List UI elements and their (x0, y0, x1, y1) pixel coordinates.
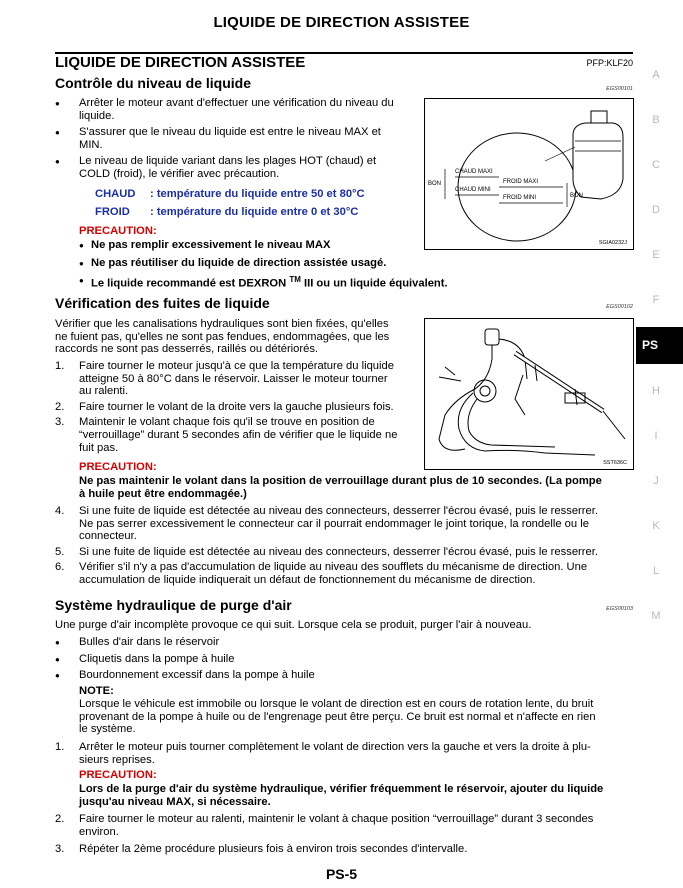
froid-text: : température du liquide entre 0 et 30°C (150, 206, 359, 218)
fuites-intro: Vérifier que les canalisations hydrauliques sont bien fixées, qu'elles ne fuient pas, qu'elles ne sont pas fendues, endommagées, que les raccords ne sont pas desserrés, raillés ou détériorés. (55, 318, 390, 356)
index-tab-b[interactable]: B (652, 114, 660, 126)
note-text: Lorsque le véhicule est immobile ou lorsque le volant de direction est en cours de rotation lente, du bruit provenant de la pompe à huile ou de l'engrenage peut être perçu. Ce bruit est normal et n'affecte en rien le système. (79, 698, 596, 736)
fuites-steps-2 (55, 505, 639, 587)
index-tab-l[interactable]: L (652, 565, 660, 577)
index-tab-ps-active[interactable]: PS (636, 327, 683, 364)
precaution-label: PRECAUTION: (79, 461, 157, 473)
purge-intro: Une purge d'air incomplète provoque ce qui suit. Lorsque cela se produit, purger l'air à nouveau. (55, 619, 532, 631)
precaution-item: ● Ne pas réutiliser du liquide de direction assistée usagé. (91, 257, 511, 270)
index-tab-a[interactable]: A (652, 69, 660, 81)
controle-code: EGS00101 (606, 86, 633, 92)
fuites-precaution-text: Ne pas maintenir le volant dans la position de verrouillage durant plus de 10 secondes. (La pompe à huile peut être endommagée.) (79, 475, 602, 500)
index-tab-c[interactable]: C (652, 159, 660, 171)
step-item: 4. Si une fuite de liquide est détectée au niveau des connecteurs, desserrer l'écrou évasé, puis le resserrer. Ne pas serrer excessivement le connecteur car il pourrait endommager le joint torique, la rondelle ou le connecteur. (55, 505, 598, 543)
froid-maxi-label: FROID MAXI (503, 179, 539, 185)
step-item: 2. Faire tourner le volant de la droite vers la gauche plusieurs fois. (55, 400, 394, 413)
step-item: 6. Vérifier s'il n'y a pas d'accumulation de liquide au niveau des soufflets du mécanisme de direction. Une accumulation de liquide indiquerait un défaut de fonctionnement du mécanisme de direction. (55, 561, 588, 586)
chaud-maxi-label: CHAUD MAXI (455, 169, 493, 175)
froid-mini-label: FROID MINI (503, 195, 536, 201)
figure-code: SGIA0232J (598, 240, 627, 246)
bon-label-right: BON (570, 193, 584, 199)
purge-code: EGS00103 (606, 606, 633, 612)
bullet-item: ● Bourdonnement excessif dans la pompe à huile (79, 669, 419, 682)
step-item: 5. Si une fuite de liquide est détectée au niveau des connecteurs, desserrer l'écrou évasé, puis le resserrer. (55, 545, 598, 558)
controle-title: Contrôle du niveau de liquide (55, 75, 252, 91)
purge-step-2: 2. Faire tourner le moteur au ralenti, maintenir le volant à chaque position “verrouillage” durant 3 secondes environ. (55, 813, 594, 838)
index-tab-e[interactable]: E (652, 249, 660, 261)
index-tab-k[interactable]: K (652, 520, 660, 532)
froid-label: FROID (95, 206, 130, 218)
index-tab-m[interactable]: M (651, 610, 661, 622)
step-item: 3. Maintenir le volant chaque fois qu'il se trouve en position de “verrouillage” durant 5 secondes afin de vérifier que le liquide ne fuit pas. (55, 416, 398, 454)
index-tab-h[interactable]: H (652, 385, 660, 397)
precaution-item: ● Ne pas remplir excessivement le niveau MAX (91, 239, 511, 252)
index-tab-i[interactable]: I (654, 430, 658, 442)
bon-label-left: BON (428, 181, 442, 187)
controle-bullets (79, 97, 419, 181)
chaud-mini-label: CHAUD MINI (455, 187, 491, 193)
chaud-text: : température du liquide entre 50 et 80°C (150, 188, 365, 200)
page-header: LIQUIDE DE DIRECTION ASSISTEE (213, 14, 470, 31)
steering-system-figure (424, 318, 634, 470)
fuites-steps (55, 360, 419, 454)
index-tab-j[interactable]: J (653, 475, 659, 487)
pfp-code: PFP:KLF20 (586, 58, 633, 68)
bullet-item: ● Arrêter le moteur avant d'effectuer une vérification du niveau du liquide. (79, 97, 419, 122)
purge-title: Système hydraulique de purge d'air (55, 597, 292, 613)
bullet-item: ● Cliquetis dans la pompe à huile (79, 653, 419, 666)
step-item: 1. Faire tourner le moteur jusqu'à ce que la température du liquide atteigne 50 à 80°C dans le réservoir. Laisser le moteur tourner au ralenti. (55, 360, 394, 398)
purge-step-1: 1. Arrêter le moteur puis tourner complètement le volant de direction vers la gauche et vers la droite à plu- sieurs reprises. (55, 741, 591, 766)
purge-precaution-text: Lors de la purge d'air du système hydraulique, vérifier fréquemment le réservoir, ajouter du liquide jusqu'au niveau MAX, si nécessaire. (79, 783, 604, 808)
chaud-label: CHAUD (95, 188, 136, 200)
precaution-label: PRECAUTION: (79, 225, 157, 237)
bullet-item: ● Le niveau de liquide variant dans les plages HOT (chaud) et COLD (froid), le vérifier avec précaution. (79, 155, 419, 180)
index-tab-d[interactable]: D (652, 204, 660, 216)
purge-step-3: 3. Répéter la 2ème procédure plusieurs fois à environ trois secondes d'intervalle. (55, 843, 468, 855)
precaution-item: ● Le liquide recommandé est DEXRON ™ III ou un liquide équivalent. (91, 274, 511, 290)
bullet-item: ● Bulles d'air dans le réservoir (79, 636, 419, 649)
reservoir-level-figure (424, 98, 634, 250)
fuites-title: Vérification des fuites de liquide (55, 295, 270, 311)
bullet-item: ● S'assurer que le niveau du liquide est entre le niveau MAX et MIN. (79, 126, 419, 151)
index-tab-f[interactable]: F (652, 294, 660, 306)
fuites-code: EGS00102 (606, 304, 633, 310)
precaution-label: PRECAUTION: (79, 769, 157, 781)
page-number: PS-5 (325, 866, 358, 882)
note-label: NOTE: (79, 685, 114, 697)
purge-bullets (79, 636, 419, 682)
figure-code: SST636C (603, 460, 627, 466)
section-title: LIQUIDE DE DIRECTION ASSISTEE (55, 54, 306, 71)
